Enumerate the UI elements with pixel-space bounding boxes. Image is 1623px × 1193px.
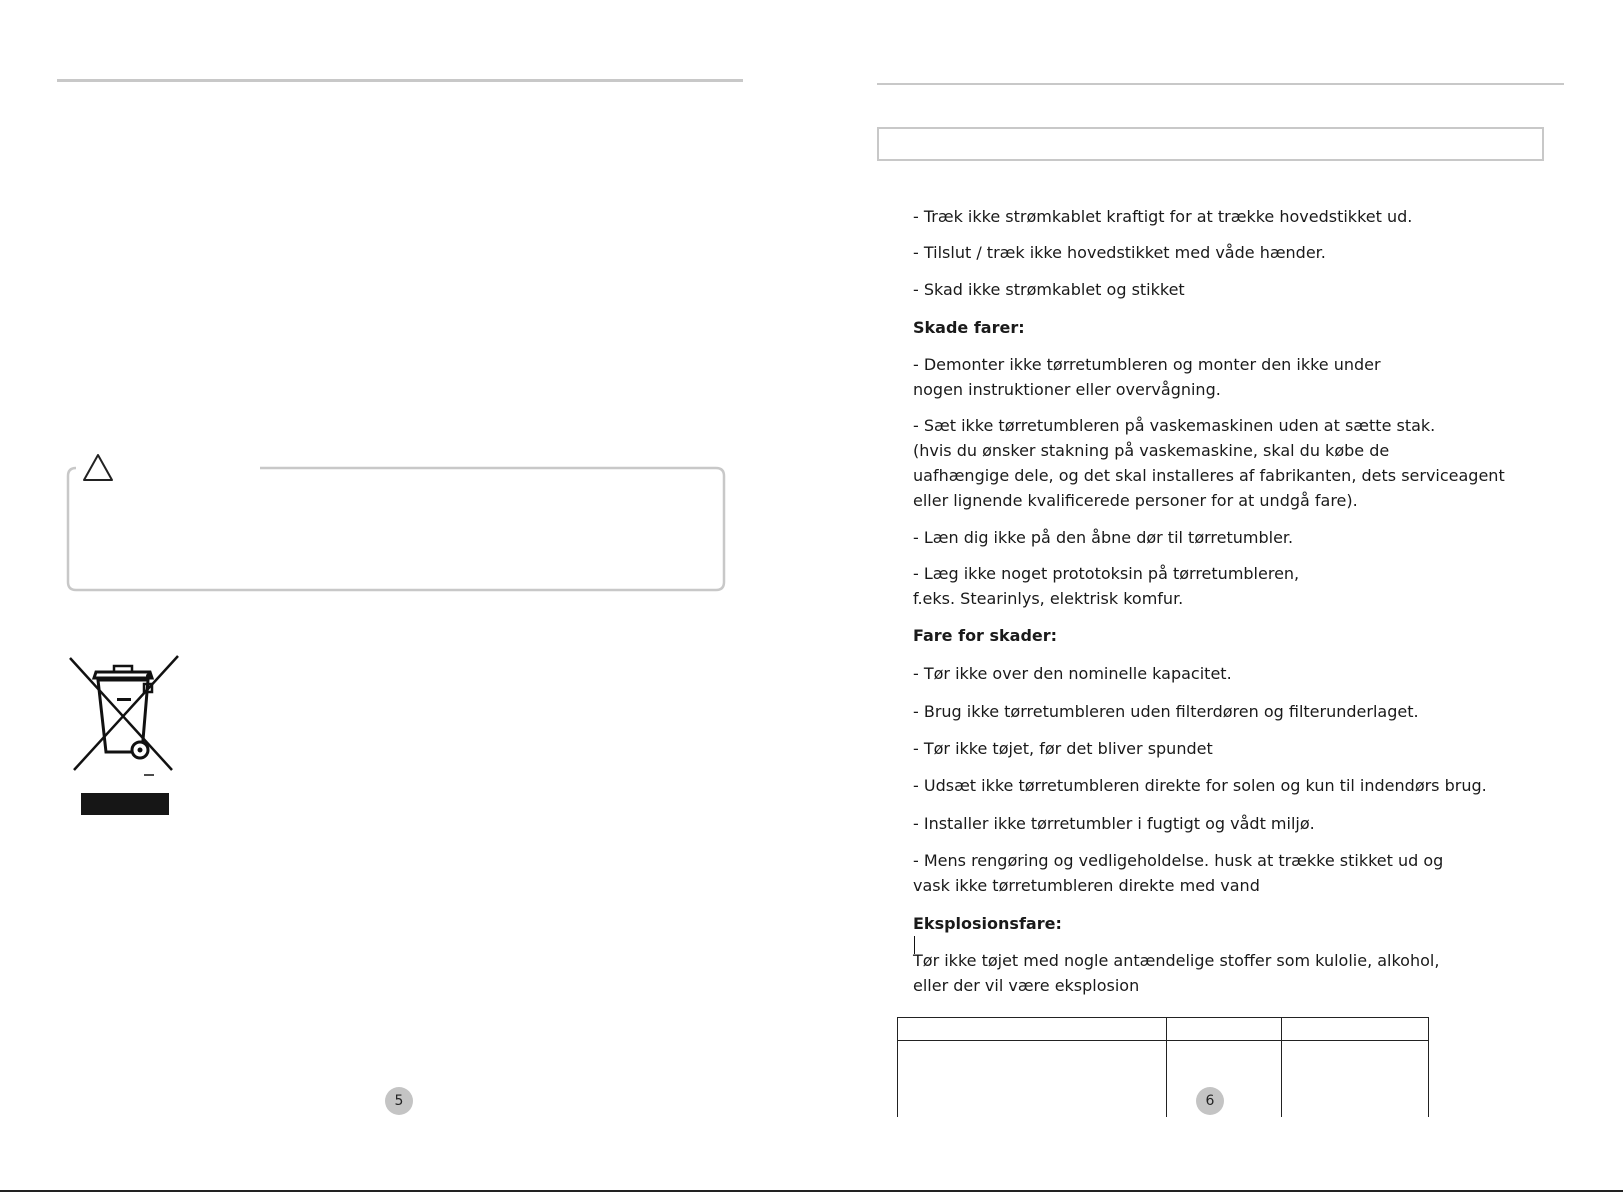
- instruction-item: - Installer ikke tørretumbler i fugtigt og vådt miljø.: [913, 814, 1315, 833]
- instruction-item: - Læg ikke noget prototoksin på tørretumbleren, f.eks. Stearinlys, elektrisk komfur.: [913, 564, 1300, 608]
- bottom-rule: [0, 1190, 1623, 1192]
- instruction-item: - Tør ikke over den nominelle kapacitet.: [913, 664, 1232, 683]
- safety-instructions: [913, 0, 1553, 1193]
- section-heading-eksplosionsfare: Eksplosionsfare:: [913, 911, 1062, 954]
- table-border-left: [897, 1017, 898, 1117]
- page-number-right: 6: [1196, 1087, 1224, 1115]
- warning-triangle-icon: [81, 452, 115, 484]
- table-column-divider: [1166, 1017, 1167, 1117]
- warning-box-frame: [66, 466, 726, 592]
- section-heading-fare-for-skader: Fare for skader:: [913, 626, 1058, 645]
- instruction-item: - Brug ikke tørretumbleren uden filterdøren og filterunderlaget.: [913, 702, 1419, 721]
- table-column-divider: [1281, 1017, 1282, 1117]
- page-number-left: 5: [385, 1087, 413, 1115]
- instruction-item: - Mens rengøring og vedligeholdelse. husk at trække stikket ud og vask ikke tørretumbleren direkte med vand: [913, 851, 1444, 895]
- table-border-top: [897, 1017, 1429, 1018]
- table-header-rule: [897, 1040, 1429, 1041]
- instruction-item: - Læn dig ikke på den åbne dør til tørretumbler.: [913, 528, 1294, 547]
- section-heading-skade-farer: Skade farer:: [913, 318, 1025, 337]
- instruction-item: - Skad ikke strømkablet og stikket: [913, 280, 1185, 299]
- instruction-item: - Træk ikke strømkablet kraftigt for at trække hovedstikket ud.: [913, 207, 1413, 226]
- empty-table: [897, 1017, 1429, 1117]
- weee-recycle-symbol: [66, 654, 182, 816]
- instruction-item: Tør ikke tøjet med nogle antændelige stoffer som kulolie, alkohol, eller der vil være eksplosion: [913, 951, 1440, 995]
- instruction-item: - Demonter ikke tørretumbleren og monter den ikke under nogen instruktioner eller overvågning.: [913, 355, 1381, 399]
- instruction-item: - Tør ikke tøjet, før det bliver spundet: [913, 739, 1213, 758]
- instruction-item: - Tilslut / træk ikke hovedstikket med våde hænder.: [913, 243, 1326, 262]
- instruction-item: - Udsæt ikke tørretumbleren direkte for solen og kun til indendørs brug.: [913, 776, 1487, 795]
- instruction-item: - Sæt ikke tørretumbleren på vaskemaskinen uden at sætte stak. (hvis du ønsker stakning på vaskemaskine, skal du købe de uafhængige dele, og det skal installeres af fabrikanten, dets serviceagent eller lignende kvalificerede personer for at undgå fare).: [913, 416, 1505, 510]
- warning-box: [66, 466, 726, 592]
- crossed-out-wheelie-bin-icon: [66, 654, 182, 816]
- table-border-right: [1428, 1017, 1429, 1117]
- left-page-top-rule: [57, 79, 743, 82]
